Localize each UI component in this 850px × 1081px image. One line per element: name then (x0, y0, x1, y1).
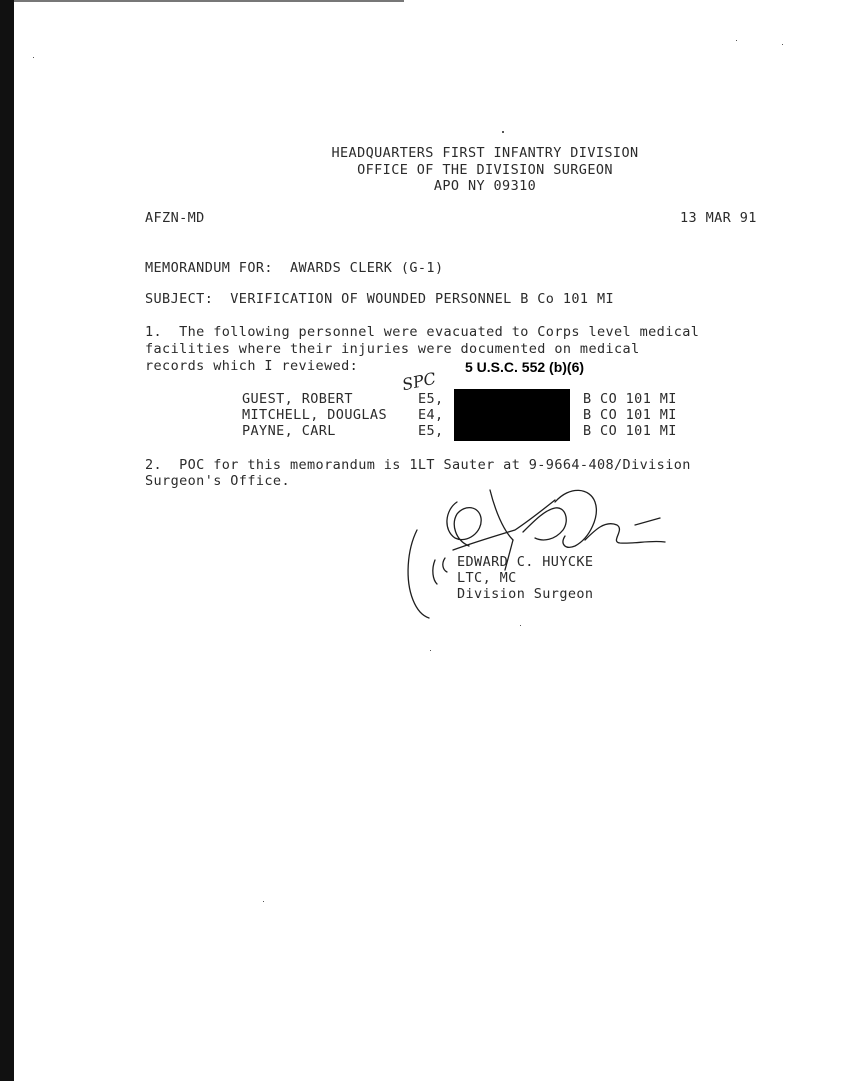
para2-line-1: 2. POC for this memorandum is 1LT Sauter at 9-9664-408/Division (145, 457, 691, 473)
person-1-unit: B CO 101 MI (583, 391, 677, 407)
para1-line-2: facilities where their injuries were documented on medical (145, 341, 640, 357)
scan-speck (33, 57, 34, 58)
header-line-2: OFFICE OF THE DIVISION SURGEON (357, 162, 613, 178)
person-1-grade: E5, (418, 391, 444, 407)
signer-name: EDWARD C. HUYCKE (457, 554, 594, 570)
person-1-name: GUEST, ROBERT (242, 391, 353, 407)
para1-line-1: 1. The following personnel were evacuated to Corps level medical (145, 324, 700, 340)
header-line-1: HEADQUARTERS FIRST INFANTRY DIVISION (331, 145, 639, 161)
signer-title: Division Surgeon (457, 586, 594, 602)
scan-top-edge (14, 0, 404, 2)
person-2-grade: E4, (418, 407, 444, 423)
para2-line-2: Surgeon's Office. (145, 473, 290, 489)
memorandum-for: MEMORANDUM FOR: AWARDS CLERK (G-1) (145, 260, 444, 276)
scan-speck (520, 625, 521, 626)
scan-speck (263, 901, 264, 902)
subject-line: SUBJECT: VERIFICATION OF WOUNDED PERSONNEL B Co 101 MI (145, 291, 615, 307)
signer-rank: LTC, MC (457, 570, 517, 586)
header-line-3: APO NY 09310 (433, 178, 537, 194)
redaction-box (454, 389, 570, 441)
scan-speck (782, 44, 783, 45)
memo-date: 13 MAR 91 (680, 210, 757, 226)
office-symbol: AFZN-MD (145, 210, 205, 226)
person-3-unit: B CO 101 MI (583, 423, 677, 439)
para1-line-3: records which I reviewed: (145, 358, 359, 374)
handwritten-rank-note: SPC (400, 368, 438, 395)
scan-speck (736, 40, 737, 41)
person-2-name: MITCHELL, DOUGLAS (242, 407, 387, 423)
scan-speck (502, 131, 504, 133)
person-3-name: PAYNE, CARL (242, 423, 336, 439)
foia-exemption-label: 5 U.S.C. 552 (b)(6) (465, 359, 585, 375)
person-3-grade: E5, (418, 423, 444, 439)
scan-left-edge (0, 0, 14, 1081)
person-2-unit: B CO 101 MI (583, 407, 677, 423)
scan-speck (430, 650, 431, 651)
